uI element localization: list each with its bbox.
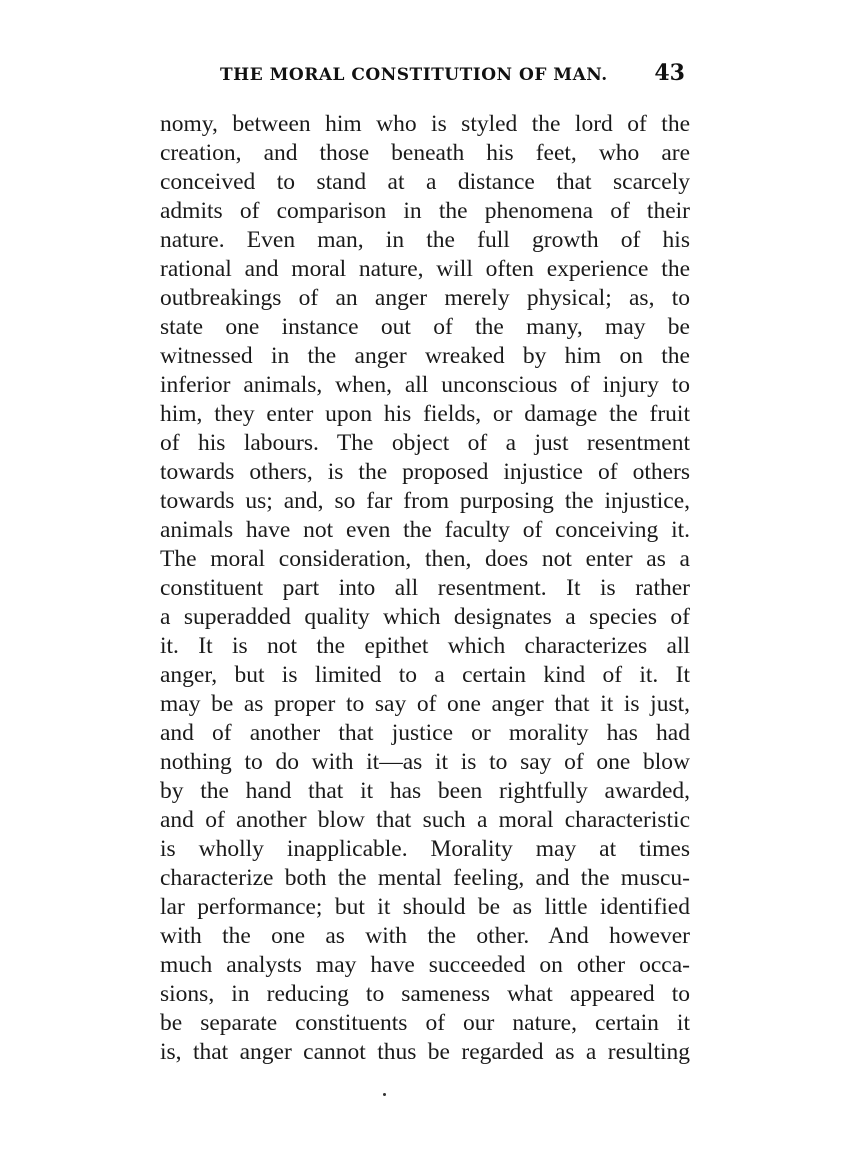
text-line: conceived to stand at a distance that scarcely xyxy=(160,169,690,195)
text-line: is wholly inapplicable. Morality may at times xyxy=(160,836,690,862)
text-line: witnessed in the anger wreaked by him on the xyxy=(160,343,690,369)
running-title: THE MORAL CONSTITUTION OF MAN. xyxy=(220,65,608,85)
text-line: rational and moral nature, will often experience the xyxy=(160,256,690,282)
text-line: admits of comparison in the phenomena of their xyxy=(160,198,690,224)
text-line: constituent part into all resentment. It is rather xyxy=(160,575,690,601)
text-line: by the hand that it has been rightfully awarded, xyxy=(160,778,690,804)
text-line: lar performance; but it should be as little identified xyxy=(160,894,690,920)
text-line: it. It is not the epithet which characterizes all xyxy=(160,633,690,659)
text-line: towards us; and, so far from purposing the injustice, xyxy=(160,488,690,514)
text-line: state one instance out of the many, may be xyxy=(160,314,690,340)
text-line: inferior animals, when, all unconscious of injury to xyxy=(160,372,690,398)
text-line: nothing to do with it—as it is to say of one blow xyxy=(160,749,690,775)
text-line: sions, in reducing to sameness what appeared to xyxy=(160,981,690,1007)
text-line: and of another that justice or morality has had xyxy=(160,720,690,746)
text-line: is, that anger cannot thus be regarded as a resulting xyxy=(160,1039,690,1065)
running-head xyxy=(160,60,685,90)
text-line: nomy, between him who is styled the lord of the xyxy=(160,111,690,137)
text-line: creation, and those beneath his feet, who are xyxy=(160,140,690,166)
page-number: 43 xyxy=(654,60,685,86)
text-line: and of another blow that such a moral characteristic xyxy=(160,807,690,833)
text-line: may be as proper to say of one anger that it is just, xyxy=(160,691,690,717)
text-line: animals have not even the faculty of conceiving it. xyxy=(160,517,690,543)
text-line: nature. Even man, in the full growth of his xyxy=(160,227,690,253)
text-line: much analysts may have succeeded on other occa- xyxy=(160,952,690,978)
text-line: with the one as with the other. And however xyxy=(160,923,690,949)
text-line: outbreakings of an anger merely physical; as, to xyxy=(160,285,690,311)
text-line: anger, but is limited to a certain kind of it. It xyxy=(160,662,690,688)
text-line: The moral consideration, then, does not enter as a xyxy=(160,546,690,572)
text-line: a superadded quality which designates a species of xyxy=(160,604,690,630)
text-line: of his labours. The object of a just resentment xyxy=(160,430,690,456)
text-line: towards others, is the proposed injustice of others xyxy=(160,459,690,485)
print-speck xyxy=(383,1093,386,1096)
body-text xyxy=(160,110,690,1067)
text-line: him, they enter upon his fields, or damage the fruit xyxy=(160,401,690,427)
text-line: be separate constituents of our nature, certain it xyxy=(160,1010,690,1036)
text-line: characterize both the mental feeling, and the muscu- xyxy=(160,865,690,891)
